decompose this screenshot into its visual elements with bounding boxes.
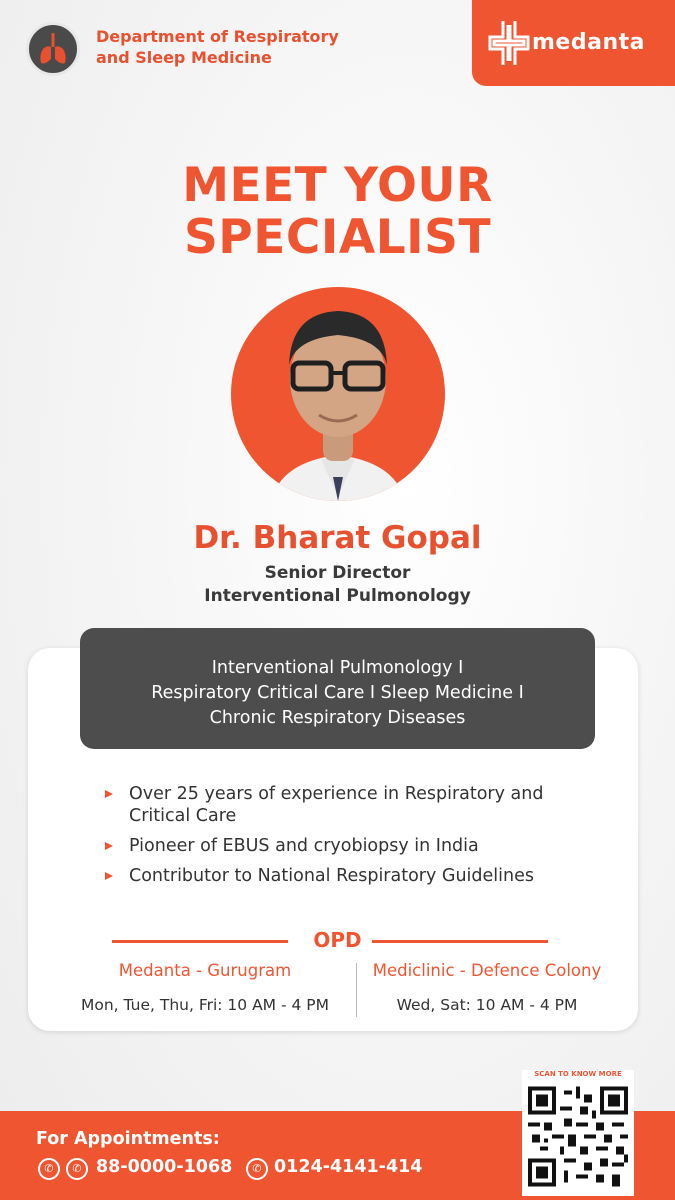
medanta-cross-icon xyxy=(488,19,530,67)
opd-hours-1: Mon, Tue, Thu, Fri: 10 AM - 4 PM xyxy=(80,996,330,1014)
department-lungs-logo xyxy=(26,22,80,76)
brand-logo-panel xyxy=(472,0,675,86)
opd-label: OPD xyxy=(313,928,362,952)
specialties-box xyxy=(80,628,595,749)
specialty-line-1: Interventional Pulmonology I xyxy=(211,658,464,678)
opd-location-1: Medanta - Gurugram xyxy=(118,961,292,980)
title-line-1: MEET YOUR xyxy=(182,158,493,213)
doctor-role-line-2: Interventional Pulmonology xyxy=(204,586,471,606)
page-title xyxy=(0,160,675,264)
appointments-label: For Appointments: xyxy=(36,1129,220,1149)
brand-name: medanta xyxy=(532,30,645,55)
phone-icon: ✆ xyxy=(246,1158,268,1180)
whatsapp-icon: ✆ xyxy=(66,1158,88,1180)
qr-code[interactable] xyxy=(528,1084,628,1189)
doctor-name: Dr. Bharat Gopal xyxy=(193,520,482,556)
bullet-arrow-icon xyxy=(105,790,113,798)
title-line-2: SPECIALIST xyxy=(183,210,492,265)
qr-caption: SCAN TO KNOW MORE xyxy=(534,1070,622,1078)
highlight-item: Over 25 years of experience in Respiratory and Critical Care xyxy=(105,783,605,827)
doctor-designation xyxy=(0,562,675,608)
bullet-arrow-icon xyxy=(105,872,113,880)
highlight-item: Pioneer of EBUS and cryobiopsy in India xyxy=(105,835,605,857)
doctor-photo xyxy=(231,287,445,501)
bullet-arrow-icon xyxy=(105,842,113,850)
department-name: Department of Respiratory and Sleep Medicine xyxy=(96,27,339,67)
phone-icon: ✆ xyxy=(38,1158,60,1180)
specialty-line-2: Respiratory Critical Care I Sleep Medicine I xyxy=(151,683,524,703)
opd-column-divider xyxy=(356,963,357,1017)
opd-location-2: Mediclinic - Defence Colony xyxy=(372,961,602,980)
highlights-list xyxy=(105,783,605,895)
phone-number-1[interactable]: 88-0000-1068 xyxy=(96,1157,233,1177)
opd-hours-2: Wed, Sat: 10 AM - 4 PM xyxy=(396,996,578,1014)
doctor-role-line-1: Senior Director xyxy=(264,563,411,583)
phone-number-2[interactable]: 0124-4141-414 xyxy=(274,1157,423,1177)
highlight-item: Contributor to National Respiratory Guidelines xyxy=(105,865,605,887)
specialty-line-3: Chronic Respiratory Diseases xyxy=(209,708,466,728)
